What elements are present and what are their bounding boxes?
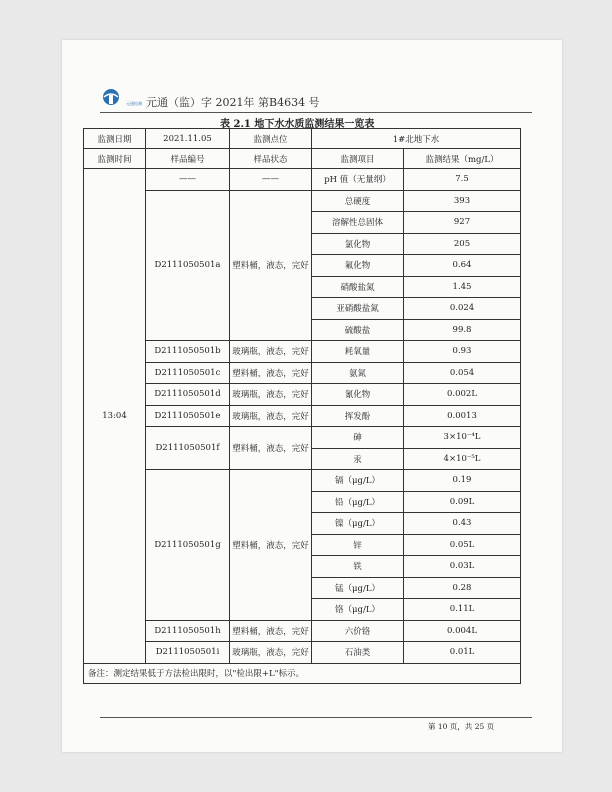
monitor-item: 亚硝酸盐氮 <box>312 298 404 320</box>
monitor-item: 砷 <box>312 427 404 449</box>
monitor-result: 4×10⁻⁵L <box>404 448 521 470</box>
table-row <box>84 190 521 212</box>
monitor-result: 99.8 <box>404 319 521 341</box>
monitor-result: 393 <box>404 190 521 212</box>
sample-id: D2111050501i <box>146 642 230 664</box>
table-row <box>84 642 521 664</box>
monitor-item: 硫酸盐 <box>312 319 404 341</box>
meta-row <box>84 129 521 149</box>
sample-label: 样品编号 <box>146 149 230 169</box>
sample-state: 塑料桶，液态，完好 <box>230 470 312 621</box>
date-label: 监测日期 <box>84 129 146 149</box>
monitor-item: 氰化物 <box>312 384 404 406</box>
monitoring-results-table <box>83 128 521 684</box>
sample-state: 塑料桶，液态，完好 <box>230 362 312 384</box>
footer-rule <box>100 717 532 718</box>
sample-state: —— <box>230 169 312 191</box>
report-header <box>100 88 560 112</box>
point-label: 监测点位 <box>230 129 312 149</box>
monitor-item: 锰（μg/L） <box>312 577 404 599</box>
sample-id: D2111050501g <box>146 470 230 621</box>
monitor-item: 氟化物 <box>312 255 404 277</box>
table-row <box>84 362 521 384</box>
monitor-item: pH 值（无量纲） <box>312 169 404 191</box>
table-row <box>84 427 521 449</box>
sample-state: 塑料桶，液态，完好 <box>230 427 312 470</box>
monitor-item: 氯化物 <box>312 233 404 255</box>
sample-state: 玻璃瓶，液态，完好 <box>230 405 312 427</box>
result-label: 监测结果（mg/L） <box>404 149 521 169</box>
table-row <box>84 405 521 427</box>
monitor-result: 0.64 <box>404 255 521 277</box>
sample-id: D2111050501b <box>146 341 230 363</box>
company-logo-icon <box>100 88 130 112</box>
table-note: 备注：测定结果低于方法检出限时，以"检出限+L"标示。 <box>84 663 521 683</box>
column-header-row <box>84 149 521 169</box>
monitor-result: 0.11L <box>404 599 521 621</box>
time-value: 13:04 <box>84 169 146 664</box>
monitor-item: 氨氮 <box>312 362 404 384</box>
monitor-item: 耗氧量 <box>312 341 404 363</box>
monitor-result: 0.19 <box>404 470 521 492</box>
sample-id: D2111050501e <box>146 405 230 427</box>
monitor-item: 锌 <box>312 534 404 556</box>
table-row <box>84 341 521 363</box>
monitor-item: 铬（μg/L） <box>312 599 404 621</box>
monitor-result: 0.09L <box>404 491 521 513</box>
monitor-item: 铅（μg/L） <box>312 491 404 513</box>
page-number: 第 10 页，共 25 页 <box>428 722 495 731</box>
monitor-item: 镉（μg/L） <box>312 470 404 492</box>
monitor-item: 总硬度 <box>312 190 404 212</box>
monitor-result: 0.93 <box>404 341 521 363</box>
monitor-result: 0.03L <box>404 556 521 578</box>
date-value: 2021.11.05 <box>146 129 230 149</box>
monitor-item: 镍（μg/L） <box>312 513 404 535</box>
monitor-item: 六价铬 <box>312 620 404 642</box>
sample-id: D2111050501f <box>146 427 230 470</box>
monitor-result: 1.45 <box>404 276 521 298</box>
header-rule <box>100 112 532 113</box>
monitor-result: 927 <box>404 212 521 234</box>
monitor-result: 7.5 <box>404 169 521 191</box>
monitor-result: 0.054 <box>404 362 521 384</box>
note-row <box>84 663 521 683</box>
monitor-result: 0.01L <box>404 642 521 664</box>
monitor-item: 硝酸盐氮 <box>312 276 404 298</box>
sample-state: 玻璃瓶，液态，完好 <box>230 642 312 664</box>
monitor-result: 0.024 <box>404 298 521 320</box>
point-value: 1#北地下水 <box>312 129 521 149</box>
monitor-result: 3×10⁻⁴L <box>404 427 521 449</box>
sample-state: 玻璃瓶，液态，完好 <box>230 384 312 406</box>
monitor-result: 0.28 <box>404 577 521 599</box>
document-number: 元通（监）字 2021年 第B4634 号 <box>146 96 320 109</box>
item-label: 监测项目 <box>312 149 404 169</box>
sample-state: 塑料桶，液态，完好 <box>230 190 312 341</box>
table-row <box>84 169 521 191</box>
monitor-result: 0.004L <box>404 620 521 642</box>
state-label: 样品状态 <box>230 149 312 169</box>
sample-state: 玻璃瓶，液态，完好 <box>230 341 312 363</box>
monitor-item: 铁 <box>312 556 404 578</box>
monitor-result: 205 <box>404 233 521 255</box>
monitor-item: 溶解性总固体 <box>312 212 404 234</box>
sample-id: D2111050501a <box>146 190 230 341</box>
table-row <box>84 384 521 406</box>
sample-id: D2111050501d <box>146 384 230 406</box>
monitor-result: 0.43 <box>404 513 521 535</box>
sample-id: D2111050501c <box>146 362 230 384</box>
sample-id: D2111050501h <box>146 620 230 642</box>
table-title: 表 2.1 地下水水质监测结果一览表 <box>220 119 375 130</box>
monitor-item: 石油类 <box>312 642 404 664</box>
monitor-result: 0.05L <box>404 534 521 556</box>
table-row <box>84 620 521 642</box>
table-row <box>84 470 521 492</box>
monitor-result: 0.002L <box>404 384 521 406</box>
sample-state: 塑料桶，液态，完好 <box>230 620 312 642</box>
logo-text: 元通检测 <box>126 101 142 106</box>
monitor-item: 挥发酚 <box>312 405 404 427</box>
time-label: 监测时间 <box>84 149 146 169</box>
monitor-item: 汞 <box>312 448 404 470</box>
monitor-result: 0.0013 <box>404 405 521 427</box>
sample-id: —— <box>146 169 230 191</box>
